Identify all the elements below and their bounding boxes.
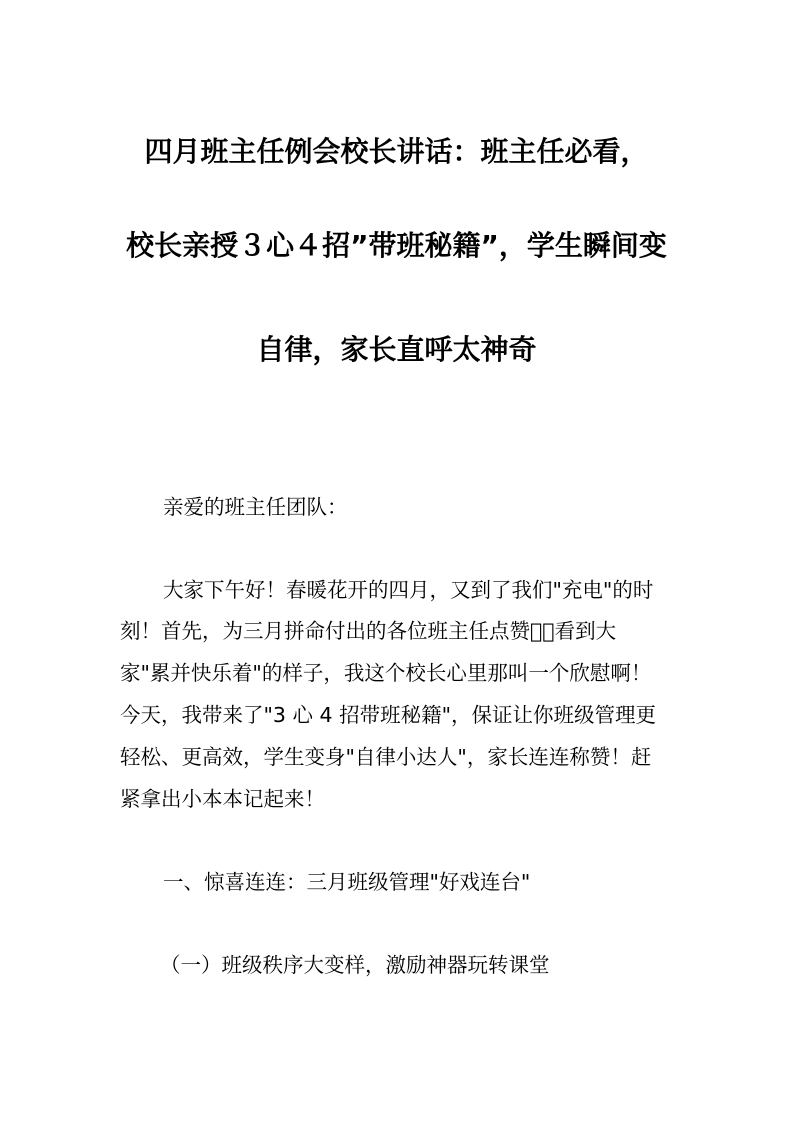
- section-heading-1: 一、惊喜连连：三月班级管理"好戏连台": [163, 870, 531, 894]
- intro-line-5: 轻松、更高效，学生变身"自律小达人"，家长连连称赞！赶: [120, 745, 652, 769]
- intro-line-1: 大家下午好！春暖花开的四月，又到了我们"充电"的时: [163, 578, 654, 602]
- title-line-1: 四月班主任例会校长讲话：班主任必看，: [144, 135, 649, 168]
- intro-line-4: 今天，我带来了"3 心 4 招带班秘籍"，保证让你班级管理更: [120, 703, 656, 727]
- intro-line-6: 紧拿出小本本记起来！: [120, 787, 325, 811]
- greeting: 亲爱的班主任团队：: [163, 495, 348, 519]
- intro-line-2: 刻！首先，为三月拼命付出的各位班主任点赞􏿽！看到大: [120, 619, 617, 643]
- title-line-3: 自律，家长直呼太神奇: [256, 333, 537, 366]
- subsection-heading-1: （一）班级秩序大变样，激励神器玩转课堂: [160, 953, 550, 977]
- intro-line-3: 家"累并快乐着"的样子，我这个校长心里那叫一个欣慰啊！: [120, 661, 652, 685]
- title-line-2: 校长亲授３心４招”带班秘籍”，学生瞬间变: [126, 229, 667, 262]
